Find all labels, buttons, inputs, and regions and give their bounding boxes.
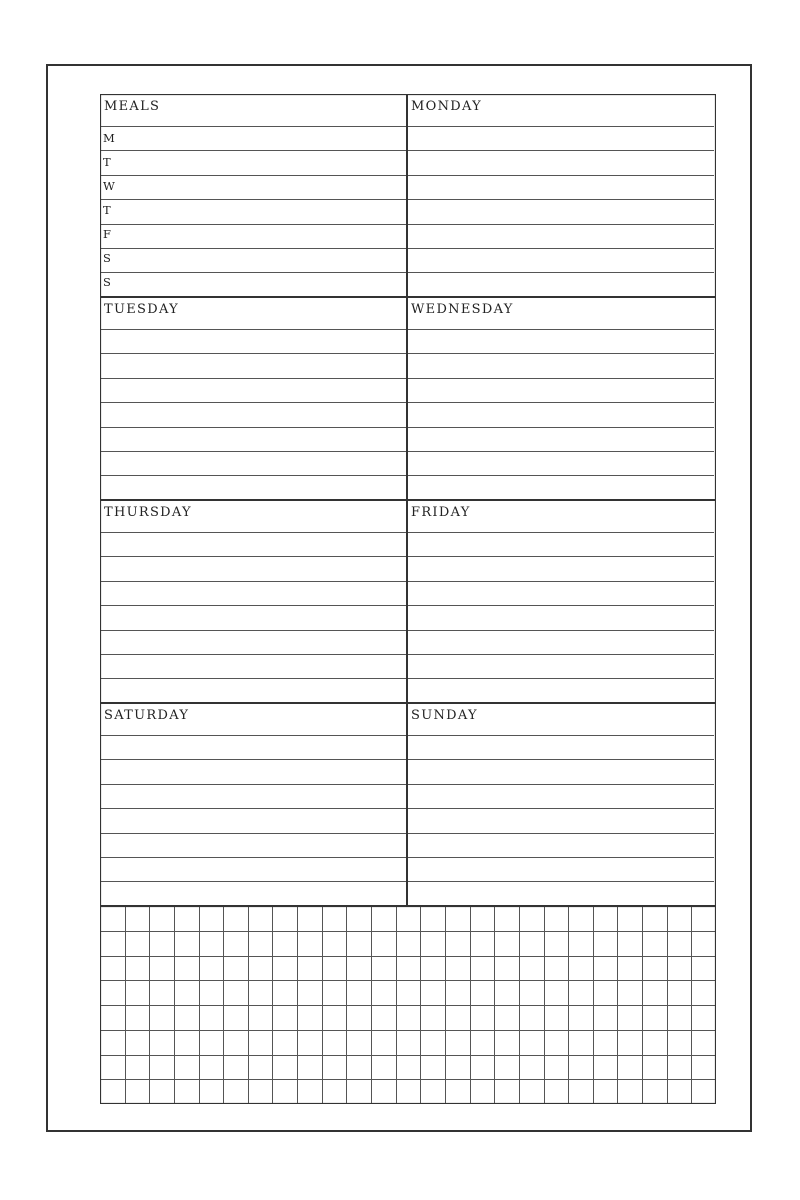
ruled-line (407, 630, 714, 631)
planner-row-4 (100, 703, 716, 906)
ruled-line (407, 224, 714, 225)
ruled-line (100, 353, 407, 354)
ruled-line (407, 175, 714, 176)
ruled-line (100, 126, 407, 127)
ruled-line (100, 759, 407, 760)
ruled-line (100, 605, 407, 606)
ruled-line (100, 678, 407, 679)
ruled-line (407, 378, 714, 379)
ruled-line (407, 605, 714, 606)
ruled-line (100, 808, 407, 809)
ruled-line (100, 532, 407, 533)
planner-row-3 (100, 500, 716, 703)
meals-day-label: T (103, 203, 111, 217)
ruled-line (407, 556, 714, 557)
ruled-line (407, 678, 714, 679)
sunday-section[interactable] (407, 703, 714, 906)
ruled-line (407, 808, 714, 809)
wednesday-section[interactable] (407, 297, 714, 500)
tuesday-heading: TUESDAY (104, 302, 179, 317)
ruled-line (407, 272, 714, 273)
tuesday-section[interactable] (100, 297, 407, 500)
meals-day-label: S (103, 275, 111, 289)
ruled-line (100, 556, 407, 557)
monday-section[interactable] (407, 94, 714, 297)
ruled-line (407, 532, 714, 533)
meals-day-label: T (103, 155, 111, 169)
ruled-line (100, 248, 407, 249)
planner-row-2 (100, 297, 716, 500)
ruled-line (407, 784, 714, 785)
ruled-line (407, 402, 714, 403)
ruled-line (100, 402, 407, 403)
monday-heading: MONDAY (411, 99, 483, 114)
meals-day-label: W (103, 179, 115, 193)
ruled-line (407, 199, 714, 200)
friday-section[interactable] (407, 500, 714, 703)
ruled-line (407, 126, 714, 127)
ruled-line (100, 735, 407, 736)
ruled-line (100, 427, 407, 428)
ruled-line (100, 654, 407, 655)
ruled-line (407, 353, 714, 354)
ruled-line (100, 784, 407, 785)
ruled-line (100, 857, 407, 858)
meals-heading: MEALS (104, 99, 161, 114)
ruled-line (407, 581, 714, 582)
ruled-line (407, 735, 714, 736)
ruled-line (100, 475, 407, 476)
meals-day-label: M (103, 131, 115, 145)
saturday-heading: SATURDAY (104, 708, 190, 723)
ruled-line (100, 329, 407, 330)
friday-heading: FRIDAY (411, 505, 471, 520)
ruled-line (100, 833, 407, 834)
ruled-line (100, 881, 407, 882)
ruled-line (100, 378, 407, 379)
thursday-section[interactable] (100, 500, 407, 703)
ruled-line (407, 427, 714, 428)
ruled-line (407, 654, 714, 655)
ruled-line (407, 248, 714, 249)
notes-grid[interactable] (100, 906, 716, 1104)
ruled-line (407, 329, 714, 330)
meals-day-label: S (103, 251, 111, 265)
ruled-line (100, 451, 407, 452)
ruled-line (100, 581, 407, 582)
planner-page (46, 64, 752, 1132)
ruled-line (407, 451, 714, 452)
ruled-line (407, 881, 714, 882)
ruled-line (407, 759, 714, 760)
ruled-line (407, 150, 714, 151)
ruled-line (100, 175, 407, 176)
ruled-line (407, 475, 714, 476)
wednesday-heading: WEDNESDAY (411, 302, 514, 317)
sunday-heading: SUNDAY (411, 708, 478, 723)
meals-day-label: F (103, 227, 111, 241)
thursday-heading: THURSDAY (104, 505, 192, 520)
weekly-meal-planner (100, 94, 716, 1104)
meals-section[interactable] (100, 94, 407, 297)
saturday-section[interactable] (100, 703, 407, 906)
ruled-line (100, 272, 407, 273)
ruled-line (100, 224, 407, 225)
ruled-line (100, 630, 407, 631)
ruled-line (407, 857, 714, 858)
ruled-line (407, 833, 714, 834)
ruled-line (100, 150, 407, 151)
planner-row-1 (100, 94, 716, 297)
ruled-line (100, 199, 407, 200)
